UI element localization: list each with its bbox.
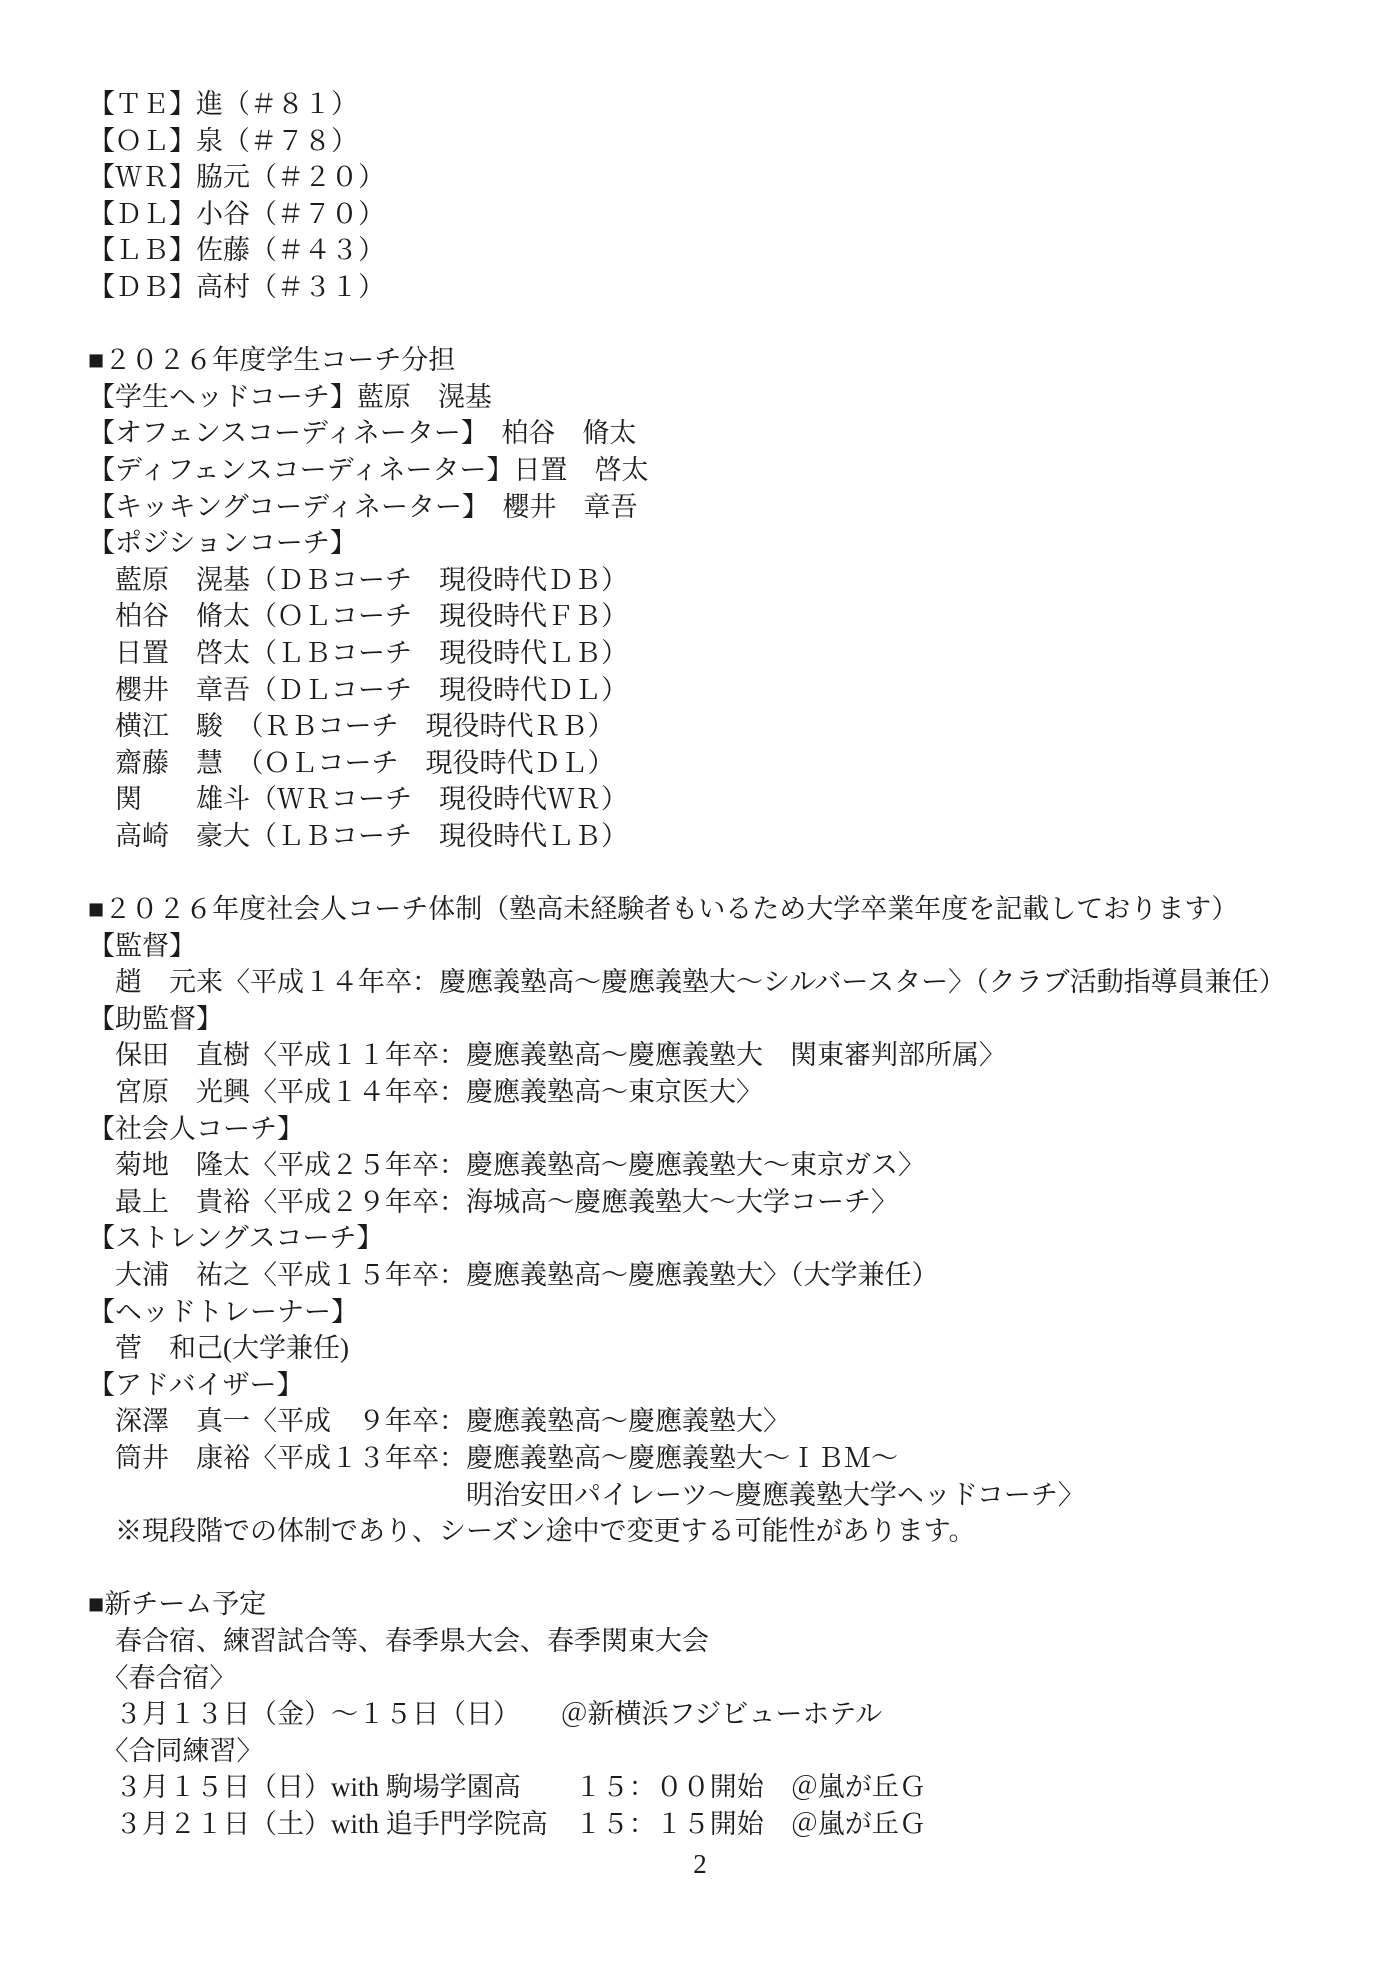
- section-starting-lineup: [88, 86, 1376, 306]
- position-coach-line: 藍原 滉基（ＤＢコーチ 現役時代ＤＢ）: [88, 564, 628, 595]
- adviser-continuation-line: 明治安田パイレーツ～慶應義塾大学ヘッドコーチ〉: [88, 1479, 1085, 1510]
- joint-practice-line: ３月２１日（土）with 追手門学院高 １５：１５開始 ＠嵐が丘Ｇ: [88, 1808, 926, 1839]
- head-trainer-label-line: 【ヘッドトレーナー】: [88, 1296, 358, 1327]
- lineup-line-ol: 【ＯＬ】泉（＃７８）: [88, 125, 358, 156]
- lineup-line-lb: 【ＬＢ】佐藤（＃４３）: [88, 235, 385, 266]
- defense-coordinator-line: 【ディフェンスコーディネーター】日置 啓太: [88, 454, 649, 485]
- student-head-coach-line: 【学生ヘッドコーチ】藍原 滉基: [88, 381, 492, 412]
- lineup-line-wr: 【ＷＲ】脇元（＃２０）: [88, 162, 385, 193]
- lineup-line-db: 【ＤＢ】高村（＃３１）: [88, 271, 385, 302]
- section-staff-coaches: [88, 891, 1376, 1550]
- position-coach-line: 齋藤 慧 （ＯＬコーチ 現役時代ＤＬ）: [88, 747, 615, 778]
- assistant-director-line: 宮原 光興〈平成１４年卒：慶應義塾高～東京医大〉: [88, 1077, 763, 1108]
- position-coach-label-line: 【ポジションコーチ】: [88, 528, 357, 559]
- offense-coordinator-line: 【オフェンスコーディネーター】 柏谷 脩太: [88, 418, 637, 449]
- position-coach-line: 関 雄斗（ＷＲコーチ 現役時代ＷＲ）: [88, 784, 628, 815]
- strength-coach-label-line: 【ストレングスコーチ】: [88, 1223, 384, 1254]
- position-coach-line: 高崎 豪大（ＬＢコーチ 現役時代ＬＢ）: [88, 820, 628, 851]
- position-coach-line: 柏谷 脩太（ＯＬコーチ 現役時代ＦＢ）: [88, 601, 628, 632]
- staff-coach-label-line: 【社会人コーチ】: [88, 1113, 304, 1144]
- strength-coach-line: 大浦 祐之〈平成１５年卒：慶應義塾高～慶應義塾大〉（大学兼任）: [88, 1260, 939, 1290]
- head-trainer-line: 菅 和己(大学兼任): [88, 1333, 349, 1364]
- joint-practice-label-line: 〈合同練習〉: [88, 1735, 264, 1766]
- page-number: 2: [693, 1849, 707, 1879]
- lineup-line-dl: 【ＤＬ】小谷（＃７０）: [88, 198, 385, 229]
- position-coach-line: 日置 啓太（ＬＢコーチ 現役時代ＬＢ）: [88, 637, 628, 668]
- director-line: 趙 元来〈平成１４年卒：慶應義塾高～慶應義塾大～シルバースター〉（クラブ活動指導員兼任）: [88, 967, 1286, 998]
- section-student-coaches: [88, 342, 1376, 854]
- adviser-line: 深澤 真一〈平成 ９年卒：慶應義塾高～慶應義塾大〉: [88, 1406, 790, 1437]
- spring-camp-line: ３月１３日（金）～１５日（日） ＠新横浜フジビューホテル: [88, 1699, 883, 1730]
- section-heading-new-team: ■新チーム予定: [88, 1589, 267, 1620]
- spring-camp-label-line: 〈春合宿〉: [88, 1662, 237, 1693]
- assistant-director-label-line: 【助監督】: [88, 1003, 223, 1034]
- staff-coach-line: 最上 貴裕〈平成２９年卒：海城高～慶應義塾大～大学コーチ〉: [88, 1186, 898, 1217]
- lineup-line-te: 【ＴＥ】進（＃８１）: [88, 89, 358, 119]
- schedule-overview-line: 春合宿、練習試合等、春季県大会、春季関東大会: [88, 1625, 709, 1656]
- director-label-line: 【監督】: [88, 930, 196, 961]
- disclaimer-note-line: ※現段階での体制であり、シーズン途中で変更する可能性があります。: [88, 1516, 976, 1547]
- assistant-director-line: 保田 直樹〈平成１１年卒：慶應義塾高～慶應義塾大 関東審判部所属〉: [88, 1040, 1006, 1071]
- section-heading-staff-coaches: ■２０２６年度社会人コーチ体制（塾高未経験者もいるため大学卒業年度を記載しております）: [88, 894, 1239, 925]
- adviser-line: 筒井 康裕〈平成１３年卒：慶應義塾高～慶應義塾大～ＩＢＭ～: [88, 1442, 898, 1473]
- position-coach-line: 櫻井 章吾（ＤＬコーチ 現役時代ＤＬ）: [88, 674, 628, 705]
- joint-practice-line: ３月１５日（日）with 駒場学園高 １５：００開始 ＠嵐が丘Ｇ: [88, 1772, 926, 1803]
- section-heading-student-coaches: ■２０２６年度学生コーチ分担: [88, 345, 456, 376]
- adviser-label-line: 【アドバイザー】: [88, 1369, 304, 1400]
- staff-coach-line: 菊地 隆太〈平成２５年卒：慶應義塾高～慶應義塾大～東京ガス〉: [88, 1150, 925, 1181]
- section-new-team-schedule: [88, 1586, 1376, 1842]
- kicking-coordinator-line: 【キッキングコーディネーター】 櫻井 章吾: [88, 491, 638, 522]
- position-coach-line: 横江 駿 （ＲＢコーチ 現役時代ＲＢ）: [88, 711, 615, 742]
